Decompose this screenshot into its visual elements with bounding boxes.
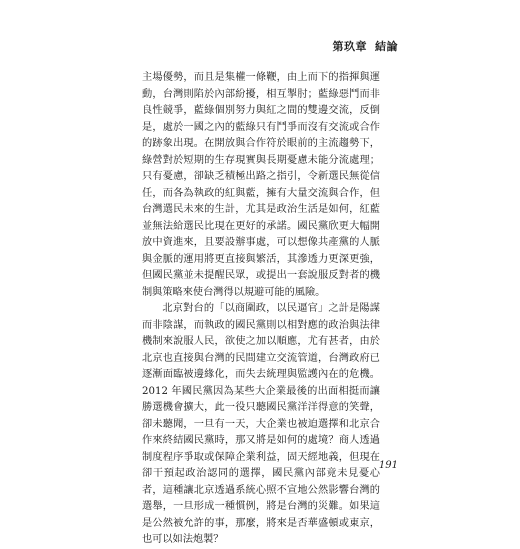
page-number: 191 [378, 460, 398, 471]
chapter-label: 第玖章 [332, 40, 367, 53]
running-header [333, 38, 399, 54]
paragraph: 北京對台的「以商圍政，以民逼官」之計是陽謀而非陰謀，而執政的國民黨則以相對應的政治與法律機制來說服人民，欲使之加以順應，尤有甚者，由於北京也直接與台灣的民間建立交流管道，台灣政府已逐漸面臨被邊緣化，而失去統理與監護內在的危機。2012 年國民黨因為某些大企業最後的出面相挺而讓勝選機會擴大，此一役只聽國民黨洋洋得意的笑聲，卻未聽聞，一旦有一天，大企業也被迫選擇和北京合作來終結國民黨時，那又將是如何的處境？商人透過制度程序爭取或保障企業利益，固天經地義，但現在卻干預起政治認同的選擇，國民黨內部竟未見憂心者，這種讓北京透過系統心照不宣地公然影響台灣的選舉，一旦形成一種慣例，將是台灣的災難。如果這是公然被允許的事，那麼，將來是否華盛頓或東京，也可以如法炮製？ [142, 303, 380, 545]
body-text [142, 70, 380, 549]
chapter-title: 結論 [375, 40, 398, 53]
paragraph-continuation: 主場優勢，而且是集權一條鞭，由上而下的指揮與運動，台灣則陷於內部紛擾，相互掣肘；藍綠惡鬥而非良性競爭，藍綠個別努力與紅之間的雙邊交流，反倒是，處於一國之內的藍綠只有鬥爭而沒有交流或合作的跡象出現。在開放與合作符於眼前的主流趨勢下，綠營對於短期的生存現實與長期憂慮未能分流處理；只有憂慮，卻缺乏積極出路之指引，令新選民無從信任，而各為執政的紅與藍，擁有大量交流與合作，但台灣選民未來的生計，尤其是政治生活是如何，紅藍並無法給選民比現在更好的承諾。國民黨欣更大幅開放中資進來，且要設辦事處，可以想像共產黨的人脈與金脈的運用將更直接與繁活，其滲透力更深更強，但國民黨並未提醒民眾，或提出一套說服反對者的機制與策略來使台灣得以規避可能的風險。 [142, 72, 380, 298]
